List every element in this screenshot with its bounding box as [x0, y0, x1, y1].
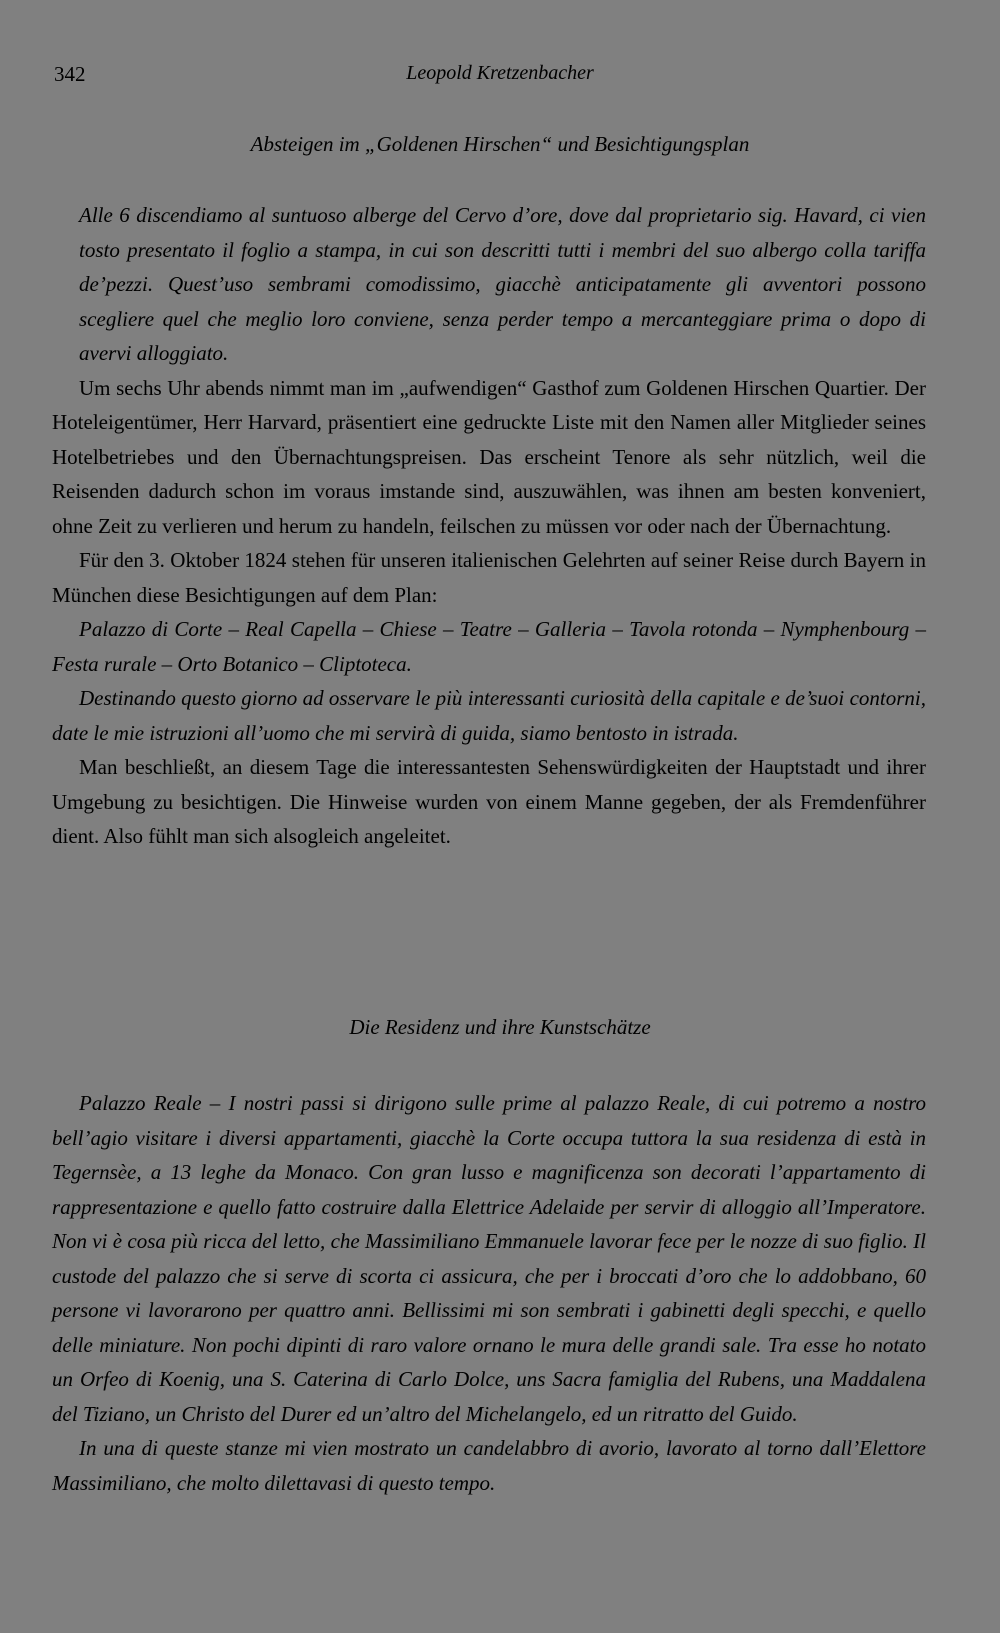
running-head: Leopold Kretzenbacher [406, 62, 594, 84]
section-heading-1: Absteigen im „Goldenen Hirschen“ und Besichtigungsplan [250, 132, 750, 156]
italian-quote-3: Palazzo Reale – I nostri passi si dirigono sulle prime al palazzo Reale, di cui potremo a nostro bell’agio visitare i diversi appartamenti, giacchè la Corte occupa tuttora la sua residenza di està in Tegernsèe, a 13 leghe da Monaco. Con gran lusso e magnificenza son decorati l’appartamento di rappresentazione e quello fatto costruire dalla Elettrice Adelaide per servir di alloggio all’Imperatore. Non vi è cosa più ricca del letto, che Massimiliano Emmanuele lavorar fece per le nozze di suo figlio. Il custode del palazzo che si serve di scorta ci assicura, che per i broccati d’oro che lo addobbano, 60 persone vi lavorarono per quattro anni. Bellissimi mi son sembrati i gabinetti degli specchi, e quello delle miniature. Non pochi dipinti di raro valore ornano le mura delle grandi sale. Tra esse ho notato un Orfeo di Koenig, una S. Caterina di Carlo Dolce, uns Sacra famiglia del Rubens, una Maddalena del Tiziano, un Christo del Durer ed un’altro del Michelangelo, ed un ritratto del Guido. [52, 1091, 926, 1426]
section-2-body [52, 1086, 926, 1500]
italian-itinerary: Palazzo di Corte – Real Capella – Chiese – Teatre – Galleria – Tavola rotonda – Nymphenbourg – Festa rurale – Orto Botanico – Cliptoteca. [52, 617, 926, 676]
page-header [54, 62, 946, 98]
italian-quote-1: Alle 6 discendiamo al suntuoso alberge del Cervo d’ore, dove dal proprietario sig. Havard, ci vien tosto presentato il foglio a stampa, in cui son descritti tutti i membri del suo albergo colla tariffa de’pezzi. Quest’uso sembrami comodissimo, giacchè anticipatamente gli avventori possono scegliere quel che meglio loro conviene, senza perder tempo a mercanteggiare prima o dopo di avervi alloggiato. [79, 203, 926, 365]
section-heading-2: Die Residenz und ihre Kunstschätze [349, 1015, 651, 1039]
italian-quote-4: In una di queste stanze mi vien mostrato un candelabbro di avorio, lavorato al torno dall’Elettore Massimiliano, che molto dilettavasi di questo tempo. [52, 1436, 926, 1495]
paragraph-1: Um sechs Uhr abends nimmt man im „aufwendigen“ Gasthof zum Goldenen Hirschen Quartier. Der Hoteleigentümer, Herr Harvard, präsentiert eine gedruckte Liste mit den Namen aller Mitglieder seines Hotelbetriebes und den Übernachtungspreisen. Das erscheint Tenore als sehr nützlich, weil die Reisenden dadurch schon im voraus imstande sind, auszuwählen, was ihnen am besten konveniert, ohne Zeit zu verlieren und herum zu handeln, feilschen zu müssen vor oder nach der Übernachtung. [52, 375, 926, 538]
paragraph-2: Für den 3. Oktober 1824 stehen für unseren italienischen Gelehrten auf seiner Reise durch Bayern in München diese Besichtigungen auf dem Plan: [52, 548, 926, 607]
paragraph-3: Man beschließt, an diesem Tage die interessantesten Sehenswürdigkeiten der Hauptstadt und ihrer Umgebung zu besichtigen. Die Hinweise wurden von einem Manne gegeben, der als Fremdenführer dient. Also fühlt man sich alsogleich angeleitet. [52, 755, 926, 848]
page-number: 342 [54, 62, 86, 86]
italian-quote-2: Destinando questo giorno ad osservare le più interessanti curiosità della capitale e de’suoi contorni, date le mie istruzioni all’uomo che mi servirà di guida, siamo bentosto in istrada. [52, 686, 926, 745]
section-1-body [52, 198, 926, 854]
